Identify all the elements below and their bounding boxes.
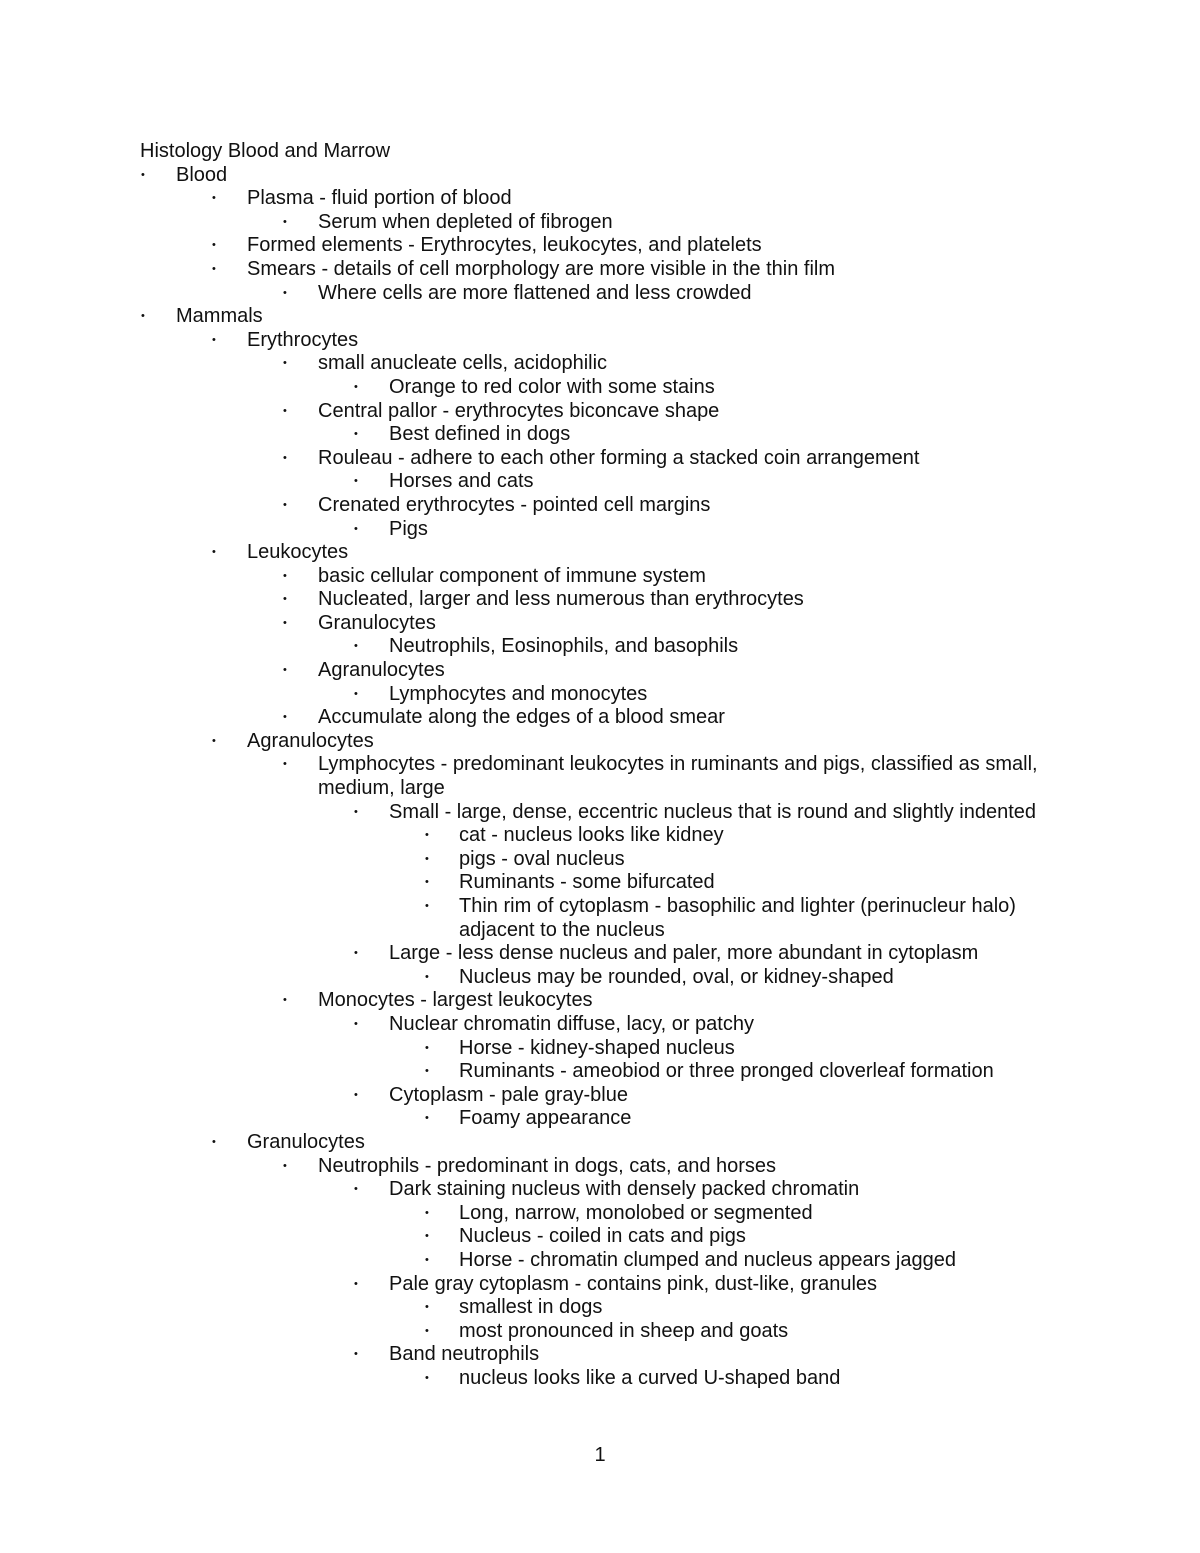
bullet-icon: • xyxy=(354,687,358,700)
outline-item xyxy=(0,352,1200,376)
outline-item-text: smallest in dogs xyxy=(459,1296,603,1319)
outline-item-text: nucleus looks like a curved U-shaped band xyxy=(459,1366,841,1389)
outline-item xyxy=(0,1225,1200,1249)
outline-item-text: Neutrophils, Eosinophils, and basophils xyxy=(389,635,739,658)
bullet-icon: • xyxy=(283,215,287,228)
bullet-icon: • xyxy=(283,616,287,629)
bullet-icon: • xyxy=(425,1324,429,1337)
bullet-icon: • xyxy=(212,333,216,346)
outline-item xyxy=(0,1343,1200,1367)
outline-item-text: Mammals xyxy=(176,305,263,328)
outline-item-text: Best defined in dogs xyxy=(389,423,571,446)
outline-item-text: Erythrocytes xyxy=(247,328,359,351)
outline-item xyxy=(0,565,1200,589)
outline-item-text: Rouleau - adhere to each other forming a stacked coin arrangement xyxy=(318,446,920,469)
outline-item xyxy=(0,305,1200,329)
outline-item-text: Blood xyxy=(176,163,228,186)
outline-item-text: Plasma - fluid portion of blood xyxy=(247,187,512,210)
outline-item-text: Lymphocytes and monocytes xyxy=(389,682,648,705)
bullet-icon: • xyxy=(283,758,287,771)
outline-item xyxy=(0,871,1200,895)
outline-item-text: Pale gray cytoplasm - contains pink, dust-like, granules xyxy=(389,1272,878,1295)
outline-item-text: Small - large, dense, eccentric nucleus that is round and slightly indented xyxy=(389,800,1037,823)
bullet-icon: • xyxy=(283,569,287,582)
outline-item-text: Central pallor - erythrocytes biconcave shape xyxy=(318,399,720,422)
outline-item-text: Granulocytes xyxy=(318,611,436,634)
outline-item-text: Thin rim of cytoplasm - basophilic and lighter (perinucleur halo) adjacent to the nucleus xyxy=(459,895,1016,941)
bullet-icon: • xyxy=(212,192,216,205)
bullet-icon: • xyxy=(354,1183,358,1196)
outline-item-text: Monocytes - largest leukocytes xyxy=(318,989,593,1012)
outline-item xyxy=(0,1155,1200,1179)
outline-item xyxy=(0,942,1200,966)
outline-item-text: Crenated erythrocytes - pointed cell margins xyxy=(318,493,711,516)
bullet-icon: • xyxy=(425,876,429,889)
outline-item xyxy=(0,258,1200,282)
outline-item-text: most pronounced in sheep and goats xyxy=(459,1319,789,1342)
bullet-icon: • xyxy=(354,805,358,818)
outline-item-text: Smears - details of cell morphology are more visible in the thin film xyxy=(247,257,836,280)
outline-item xyxy=(0,234,1200,258)
bullet-icon: • xyxy=(354,1348,358,1361)
bullet-icon: • xyxy=(283,404,287,417)
outline-item-text: Ruminants - some bifurcated xyxy=(459,871,715,894)
outline-item xyxy=(0,494,1200,518)
outline-item xyxy=(0,659,1200,683)
bullet-icon: • xyxy=(425,1301,429,1314)
outline-item xyxy=(0,635,1200,659)
bullet-icon: • xyxy=(212,546,216,559)
outline-item-text: Cytoplasm - pale gray-blue xyxy=(389,1083,628,1106)
bullet-icon: • xyxy=(425,1253,429,1266)
outline-item xyxy=(0,1107,1200,1131)
outline-item xyxy=(0,423,1200,447)
outline-item-text: Serum when depleted of fibrogen xyxy=(318,210,613,233)
outline-item-text: Neutrophils - predominant in dogs, cats, and horses xyxy=(318,1154,777,1177)
outline-item xyxy=(0,1202,1200,1226)
outline-item-text: Orange to red color with some stains xyxy=(389,375,715,398)
outline-item-text: Large - less dense nucleus and paler, more abundant in cytoplasm xyxy=(389,942,979,965)
bullet-icon: • xyxy=(425,1041,429,1054)
outline-item-text: Formed elements - Erythrocytes, leukocytes, and platelets xyxy=(247,234,762,257)
bullet-icon: • xyxy=(283,593,287,606)
outline-item-text: Long, narrow, monolobed or segmented xyxy=(459,1201,813,1224)
outline-item xyxy=(0,1084,1200,1108)
bullet-icon: • xyxy=(425,1371,429,1384)
outline-item xyxy=(0,187,1200,211)
outline-item xyxy=(0,1320,1200,1344)
outline-item xyxy=(0,1273,1200,1297)
bullet-icon: • xyxy=(354,1088,358,1101)
outline-item-text: Foamy appearance xyxy=(459,1107,632,1130)
outline-item-text: Horses and cats xyxy=(389,470,534,493)
bullet-icon: • xyxy=(425,1230,429,1243)
outline-item xyxy=(0,518,1200,542)
bullet-icon: • xyxy=(425,970,429,983)
bullet-icon: • xyxy=(212,262,216,275)
bullet-icon: • xyxy=(141,168,145,181)
document-title: Histology Blood and Marrow xyxy=(140,140,391,162)
bullet-icon: • xyxy=(425,1206,429,1219)
outline-item xyxy=(0,376,1200,400)
page-number: 1 xyxy=(594,1444,606,1466)
outline-item-text: small anucleate cells, acidophilic xyxy=(318,352,608,375)
outline-item xyxy=(0,164,1200,188)
outline-item-text: Nucleus - coiled in cats and pigs xyxy=(459,1225,746,1248)
bullet-icon: • xyxy=(425,900,429,912)
outline-item xyxy=(0,211,1200,235)
bullet-icon: • xyxy=(212,1135,216,1148)
outline-item xyxy=(0,824,1200,848)
outline-item xyxy=(0,706,1200,730)
outline-item xyxy=(0,966,1200,990)
bullet-icon: • xyxy=(425,829,429,842)
outline-item-text: Ruminants - ameobiod or three pronged cloverleaf formation xyxy=(459,1060,994,1083)
outline-item-text: cat - nucleus looks like kidney xyxy=(459,824,724,847)
outline-item-text: Horse - kidney-shaped nucleus xyxy=(459,1036,735,1059)
bullet-icon: • xyxy=(425,1112,429,1125)
bullet-icon: • xyxy=(354,1017,358,1030)
outline-item xyxy=(0,447,1200,471)
outline-item xyxy=(0,1131,1200,1155)
outline-item xyxy=(0,1037,1200,1061)
outline-item-text: Agranulocytes xyxy=(247,729,374,752)
outline-item xyxy=(0,1296,1200,1320)
outline-item xyxy=(0,612,1200,636)
bullet-icon: • xyxy=(212,239,216,252)
outline-item-text: Leukocytes xyxy=(247,541,349,564)
bullet-icon: • xyxy=(283,451,287,464)
outline-item xyxy=(0,470,1200,494)
outline-item xyxy=(0,541,1200,565)
outline-item-text: Nucleus may be rounded, oval, or kidney-shaped xyxy=(459,965,894,988)
outline-item-text: pigs - oval nucleus xyxy=(459,847,625,870)
outline-item xyxy=(0,1060,1200,1084)
outline-item xyxy=(0,895,1200,942)
outline-item xyxy=(0,1249,1200,1273)
outline-item xyxy=(0,730,1200,754)
bullet-icon: • xyxy=(354,640,358,653)
bullet-outline xyxy=(0,164,1200,1391)
outline-item-text: Band neutrophils xyxy=(389,1343,540,1366)
bullet-icon: • xyxy=(354,947,358,960)
outline-item-text: Where cells are more flattened and less crowded xyxy=(318,281,752,304)
bullet-icon: • xyxy=(425,852,429,865)
outline-item-text: Pigs xyxy=(389,517,428,540)
outline-item-text: Lymphocytes - predominant leukocytes in ruminants and pigs, classified as small, medium, large xyxy=(318,753,1038,800)
outline-item xyxy=(0,588,1200,612)
bullet-icon: • xyxy=(283,357,287,370)
outline-item xyxy=(0,400,1200,424)
bullet-icon: • xyxy=(283,664,287,677)
outline-item-text: Granulocytes xyxy=(247,1130,365,1153)
outline-item xyxy=(0,848,1200,872)
outline-item-text: Agranulocytes xyxy=(318,659,445,682)
outline-item-text: Accumulate along the edges of a blood smear xyxy=(318,706,725,729)
outline-item xyxy=(0,1013,1200,1037)
bullet-icon: • xyxy=(141,310,145,323)
outline-item-text: basic cellular component of immune system xyxy=(318,564,706,587)
bullet-icon: • xyxy=(283,498,287,511)
bullet-icon: • xyxy=(354,428,358,441)
bullet-icon: • xyxy=(354,522,358,535)
outline-item xyxy=(0,683,1200,707)
bullet-icon: • xyxy=(283,1159,287,1172)
outline-item xyxy=(0,329,1200,353)
outline-item xyxy=(0,801,1200,825)
outline-item-text: Horse - chromatin clumped and nucleus appears jagged xyxy=(459,1248,956,1271)
bullet-icon: • xyxy=(283,711,287,724)
outline-item xyxy=(0,1367,1200,1391)
bullet-icon: • xyxy=(283,286,287,299)
bullet-icon: • xyxy=(354,380,358,393)
bullet-icon: • xyxy=(283,994,287,1007)
outline-item xyxy=(0,1178,1200,1202)
outline-item-text: Dark staining nucleus with densely packed chromatin xyxy=(389,1178,860,1201)
bullet-icon: • xyxy=(425,1065,429,1078)
outline-item xyxy=(0,989,1200,1013)
bullet-icon: • xyxy=(212,734,216,747)
outline-item-text: Nuclear chromatin diffuse, lacy, or patchy xyxy=(389,1012,754,1035)
bullet-icon: • xyxy=(354,1277,358,1290)
bullet-icon: • xyxy=(354,475,358,488)
outline-item xyxy=(0,282,1200,306)
outline-item-text: Nucleated, larger and less numerous than erythrocytes xyxy=(318,588,804,611)
outline-item xyxy=(0,753,1200,800)
